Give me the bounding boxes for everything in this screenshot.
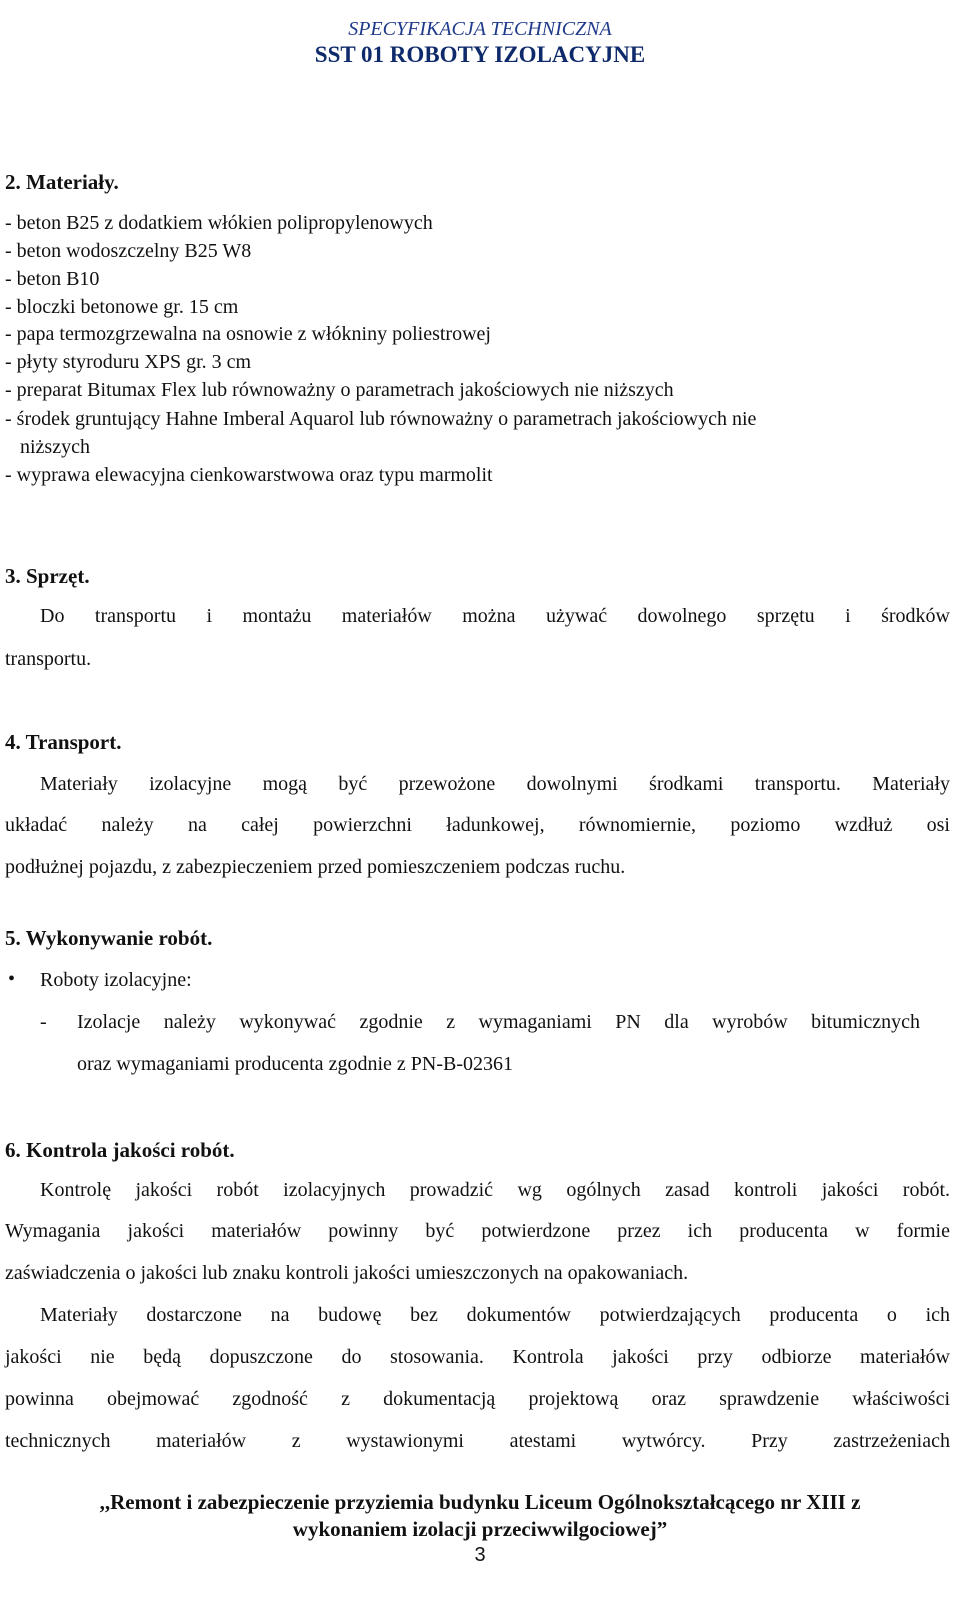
dash-marker: - bbox=[40, 1011, 47, 1033]
list-item: - papa termozgrzewalna na osnowie z włókniny poliestrowej bbox=[5, 323, 491, 345]
paragraph-line: Materiały dostarczone na budowę bez dokumentów potwierdzających producenta o ich bbox=[40, 1304, 950, 1326]
paragraph-line: zaświadczenia o jakości lub znaku kontroli jakości umieszczonych na opakowaniach. bbox=[5, 1262, 689, 1284]
document-subtitle: SPECYFIKACJA TECHNICZNA bbox=[348, 18, 612, 40]
paragraph-line: Materiały izolacyjne mogą być przewożone dowolnymi środkami transportu. Materiały bbox=[40, 773, 950, 795]
list-item: - wyprawa elewacyjna cienkowarstwowa oraz typu marmolit bbox=[5, 464, 493, 486]
list-item: - beton wodoszczelny B25 W8 bbox=[5, 240, 252, 262]
section-heading-quality: 6. Kontrola jakości robót. bbox=[5, 1138, 235, 1162]
section-heading-execution: 5. Wykonywanie robót. bbox=[5, 926, 213, 950]
paragraph-line: Izolacje należy wykonywać zgodnie z wymaganiami PN dla wyrobów bitumicznych bbox=[77, 1011, 920, 1033]
list-item-continuation: niższych bbox=[20, 436, 90, 458]
list-item: - preparat Bitumax Flex lub równoważny o parametrach jakościowych nie niższych bbox=[5, 379, 674, 401]
paragraph-line: Kontrolę jakości robót izolacyjnych prowadzić wg ogólnych zasad kontroli jakości robót. bbox=[40, 1179, 950, 1201]
paragraph-line: jakości nie będą dopuszczone do stosowania. Kontrola jakości przy odbiorze materiałów bbox=[5, 1346, 950, 1368]
section-heading-transport: 4. Transport. bbox=[5, 730, 122, 754]
paragraph-line: technicznych materiałów z wystawionymi atestami wytwórcy. Przy zastrzeżeniach bbox=[5, 1430, 950, 1452]
paragraph-line: powinna obejmować zgodność z dokumentacją projektową oraz sprawdzenie właściwości bbox=[5, 1388, 950, 1410]
paragraph-line: Wymagania jakości materiałów powinny być potwierdzone przez ich producenta w formie bbox=[5, 1220, 950, 1242]
section-heading-equipment: 3. Sprzęt. bbox=[5, 564, 90, 588]
list-item: - bloczki betonowe gr. 15 cm bbox=[5, 296, 239, 318]
paragraph-line: transportu. bbox=[5, 648, 92, 670]
section-heading-materials: 2. Materiały. bbox=[5, 170, 119, 194]
document-title: SST 01 ROBOTY IZOLACYJNE bbox=[314, 42, 646, 67]
paragraph-line: podłużnej pojazdu, z zabezpieczeniem przed pomieszczeniem podczas ruchu. bbox=[5, 856, 626, 878]
paragraph-line: oraz wymaganiami producenta zgodnie z PN-B-02361 bbox=[77, 1053, 513, 1075]
bullet-icon: • bbox=[8, 968, 16, 990]
list-item: - płyty styroduru XPS gr. 3 cm bbox=[5, 351, 252, 373]
bullet-label: Roboty izolacyjne: bbox=[40, 969, 192, 991]
paragraph-line: układać należy na całej powierzchni ładunkowej, równomiernie, poziomo wzdłuż osi bbox=[5, 814, 950, 836]
list-item: - beton B25 z dodatkiem włókien polipropylenowych bbox=[5, 212, 433, 234]
page-number: 3 bbox=[474, 1544, 486, 1566]
paragraph-line: Do transportu i montażu materiałów można używać dowolnego sprzętu i środków bbox=[40, 605, 950, 627]
list-item: - środek gruntujący Hahne Imberal Aquarol lub równoważny o parametrach jakościowych nie bbox=[5, 408, 757, 430]
footer-project-title: ,,Remont i zabezpieczenie przyziemia budynku Liceum Ogólnokształcącego nr XIII z bbox=[99, 1490, 861, 1514]
footer-project-title-cont: wykonaniem izolacji przeciwwilgociowej” bbox=[292, 1517, 668, 1541]
list-item: - beton B10 bbox=[5, 268, 100, 290]
